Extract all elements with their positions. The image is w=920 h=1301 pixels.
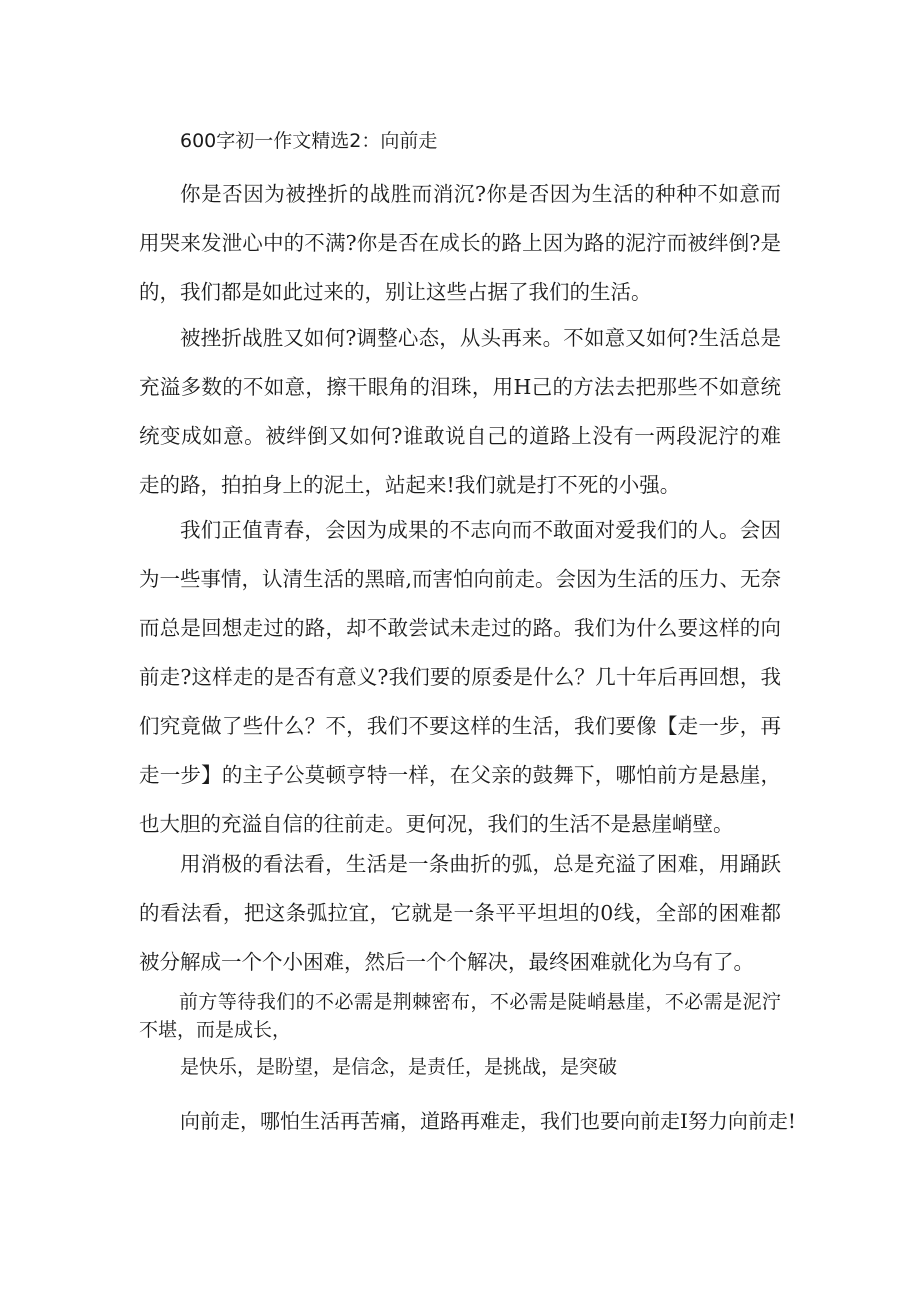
paragraph-4: 用消极的看法看，生活是一条曲折的弧，总是充溢了困难，用踊跃的看法看，把这条弧拉宜，它就是一条平平坦坦的0线，全部的困难都被分解成一个个小困难，然后一个个解决，最终困难就化为乌有了。	[139, 852, 781, 974]
paragraph-7: 向前走，哪怕生活再苦痛，道路再难走，我们也要向前走I努力向前走!	[180, 1109, 796, 1133]
paragraph-3: 我们正值青春，会因为成果的不志向而不敢面对爱我们的人。会因为一些事情，认清生活的黑暗,而害怕向前走。会因为生活的压力、无奈而总是回想走过的路，却不敢尝试未走过的路。我们为什么要这样的向前走?这样走的是否有意义?我们要的原委是什么？几十年后再回想，我们究竟做了些什么？不，我们不要这样的生活，我们要像【走一步，再走一步】的主子公莫顿亨特一样，在父亲的鼓舞下，哪怕前方是悬崖，也大胆的充溢自信的往前走。更何况，我们的生活不是悬崖峭壁。	[139, 518, 782, 836]
paragraph-5: 前方等待我们的不必需是荆棘密布，不必需是陡峭悬崖，不必需是泥泞不堪，而是成长，	[139, 991, 781, 1041]
paragraph-2: 被挫折战胜又如何?调整心态，从头再来。不如意又如何?生活总是充溢多数的不如意，擦干眼角的泪珠，用H己的方法去把那些不如意统统变成如意。被绊倒又如何?谁敢说自己的道路上没有一两段泥泞的难走的路，拍拍身上的泥土，站起来!我们就是打不死的小强。	[139, 326, 781, 497]
paragraph-6: 是快乐，是盼望，是信念，是责任，是挑战，是突破	[180, 1056, 618, 1078]
paragraph-1: 你是否因为被挫折的战胜而消沉?你是否因为生活的种种不如意而用哭来发泄心中的不满?你是否在成长的路上因为路的泥泞而被绊倒?是的，我们都是如此过来的，别让这些占据了我们的生活。	[139, 182, 781, 304]
document-title: 600字初一作文精选2：向前走	[180, 130, 438, 152]
